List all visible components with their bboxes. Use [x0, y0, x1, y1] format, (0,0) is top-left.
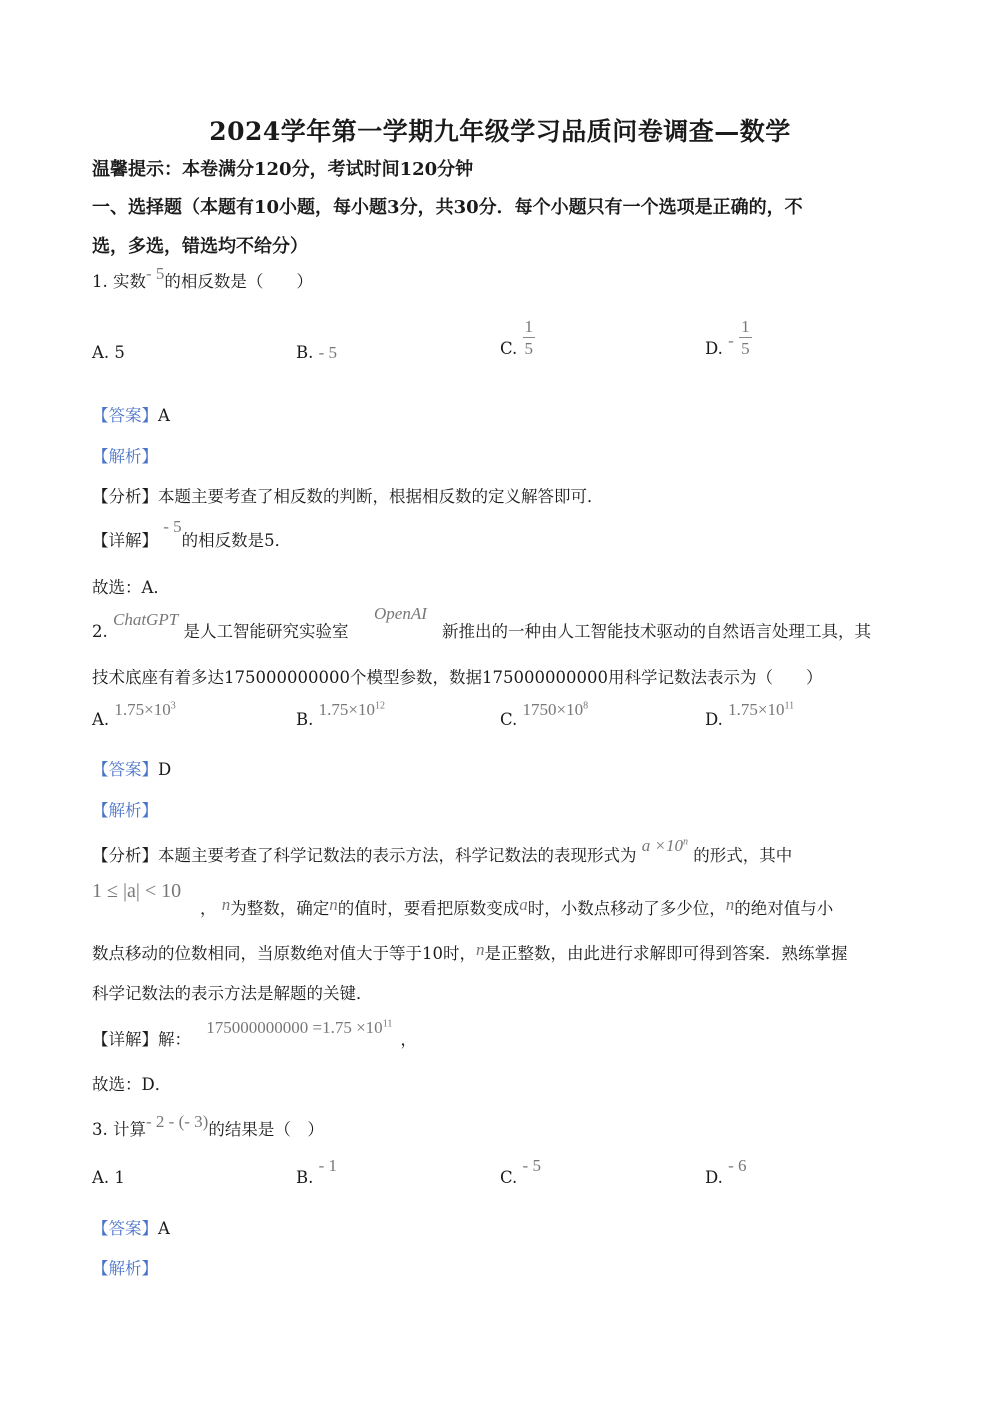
- fraction-denominator: 5: [741, 339, 750, 358]
- q2-fenxi-line4: 科学记数法的表示方法是解题的关键．: [92, 984, 373, 1003]
- option-label: A.: [92, 1168, 110, 1187]
- var-n: n: [476, 940, 485, 959]
- q2-fenxi-line3: [92, 940, 848, 964]
- option-value: - 5: [522, 1156, 541, 1175]
- q2-option-b: [296, 700, 385, 729]
- var-a: a: [519, 895, 528, 914]
- q2-option-c: [500, 700, 589, 729]
- option-label: B.: [296, 1168, 314, 1187]
- q3-answer: [92, 1215, 170, 1239]
- detail-label: 【详解】: [92, 531, 158, 550]
- option-label: C.: [500, 339, 518, 358]
- detail-label: 【详解】: [92, 1030, 158, 1049]
- option-label: C.: [500, 1168, 518, 1187]
- fenxi-label: 【分析】: [92, 846, 158, 865]
- option-label: B.: [296, 343, 314, 362]
- abs-inequality: 1 ≤ |a| < 10: [92, 880, 182, 902]
- q1-choose: 故选：A．: [92, 578, 170, 597]
- text: 数点移动的位数相同，当原数绝对值大于等于10时，: [92, 944, 476, 963]
- detail-prefix: 解：: [158, 1030, 191, 1049]
- question-1-stem: [92, 264, 313, 292]
- q1-analysis-label: 【解析】: [92, 447, 158, 466]
- openai-term: OpenAI: [374, 604, 427, 623]
- q2-line2: 技术底座有着多达175000000000个模型参数，数据175000000000用科学记数法表示为（ ）: [92, 668, 823, 687]
- chatgpt-term: ChatGPT: [113, 610, 179, 629]
- answer-label: 【答案】: [92, 1219, 158, 1238]
- q2-detail: [92, 1018, 417, 1050]
- option-label: C.: [500, 710, 518, 729]
- option-value: 5: [114, 343, 125, 362]
- option-label: A.: [92, 710, 110, 729]
- fraction-numerator: 1: [524, 317, 534, 336]
- q1-math: - 5: [146, 264, 165, 283]
- option-label: D.: [705, 339, 723, 358]
- answer-label: 【答案】: [92, 406, 158, 425]
- q3-suffix: 的结果是（ ）: [208, 1120, 324, 1139]
- question-2-stem: [92, 610, 349, 642]
- option-label: D.: [705, 1168, 723, 1187]
- q2-fenxi-line2: [200, 895, 833, 919]
- sci-notation-form: $a \times 10^n$: [641, 836, 688, 855]
- q2-fenxi-line1: [92, 836, 793, 866]
- answer-label: 【答案】: [92, 760, 158, 779]
- q1-option-c: [500, 318, 535, 357]
- q2-answer: [92, 756, 171, 780]
- q1-detail: [92, 517, 292, 551]
- q2-analysis-label: 【解析】: [92, 801, 158, 820]
- q2-number: 2.: [92, 622, 108, 641]
- q2-option-a: [92, 700, 176, 729]
- option-value: - 1: [318, 1156, 338, 1175]
- question-3-stem: [92, 1112, 324, 1140]
- option-value: $1.75\times 10^{11}$: [728, 700, 795, 719]
- q3-option-c: [500, 1156, 541, 1188]
- page-title: 2024学年第一学期九年级学习品质问卷调查—数学: [209, 117, 791, 146]
- fraction-numerator: 1: [741, 317, 750, 336]
- fenxi-label: 【分析】: [92, 487, 158, 506]
- detail-text: 的相反数是5．: [181, 531, 292, 550]
- q1-prefix: 1. 实数: [92, 272, 146, 291]
- var-n: n: [221, 895, 231, 914]
- section-heading-line1: 一、选择题（本题有10小题，每小题3分，共30分．每个小题只有一个选项是正确的，不: [92, 197, 803, 218]
- answer-value: D: [158, 760, 172, 779]
- section-heading-line2: 选，多选，错选均不给分）: [92, 236, 308, 257]
- option-value: $1.75\times 10^{12}$: [318, 700, 385, 719]
- text: 时，小数点移动了多少位，: [527, 899, 726, 918]
- option-value: $1750\times 10^8$: [522, 700, 589, 719]
- option-label: B.: [296, 710, 314, 729]
- text: 的绝对值与小: [734, 899, 834, 918]
- detail-math: - 5: [163, 517, 182, 536]
- var-n: n: [329, 895, 338, 914]
- option-value: $1.75\times 10^3$: [114, 700, 176, 719]
- var-n: n: [725, 895, 735, 914]
- fenxi-text: 本题主要考查了科学记数法的表示方法，科学记数法的表现形式为: [158, 846, 637, 865]
- fraction: [523, 318, 536, 357]
- text: 的值时，要看把原数变成: [337, 899, 520, 918]
- text: 为整数，确定: [230, 899, 330, 918]
- option-value: - 5: [318, 343, 338, 362]
- text: 是正整数，由此进行求解即可得到答案．熟练掌握: [484, 944, 848, 963]
- q1-option-d: [705, 318, 752, 357]
- q2-choose: 故选：D．: [92, 1075, 172, 1094]
- minus-sign: -: [728, 331, 734, 350]
- q3-prefix: 3. 计算: [92, 1120, 146, 1139]
- q3-option-b: [296, 1156, 338, 1188]
- fenxi-text-end: 的形式，其中: [693, 846, 793, 865]
- q2-option-d: [705, 700, 795, 729]
- option-value: 1: [114, 1168, 125, 1187]
- q1-option-b: [296, 343, 337, 363]
- punct: ，: [200, 899, 217, 918]
- q3-analysis-label: 【解析】: [92, 1259, 158, 1278]
- punct: ，: [400, 1030, 417, 1049]
- answer-value: A: [158, 406, 170, 425]
- option-label: D.: [705, 710, 723, 729]
- answer-value: A: [158, 1219, 170, 1238]
- q2-text1: 是人工智能研究实验室: [183, 622, 349, 641]
- detail-math: $175000000000 =1.75 \times 10^{11}$: [206, 1018, 393, 1037]
- exam-tip: 温馨提示：本卷满分120分，考试时间120分钟: [92, 159, 474, 180]
- q1-fenxi: [92, 483, 604, 507]
- q3-option-a: [92, 1168, 125, 1187]
- q1-suffix: 的相反数是（ ）: [164, 272, 313, 291]
- q2-text2: 新推出的一种由人工智能技术驱动的自然语言处理工具，其: [442, 622, 871, 641]
- fraction: [739, 318, 752, 357]
- q3-math: - 2 - (- 3): [146, 1112, 209, 1131]
- q1-answer: [92, 402, 170, 426]
- fenxi-text: 本题主要考查了相反数的判断，根据相反数的定义解答即可．: [158, 487, 604, 506]
- q3-option-d: [705, 1156, 747, 1188]
- q1-option-a: [92, 343, 125, 362]
- option-label: A.: [92, 343, 110, 362]
- option-value: - 6: [728, 1156, 747, 1175]
- fraction-denominator: 5: [524, 339, 534, 358]
